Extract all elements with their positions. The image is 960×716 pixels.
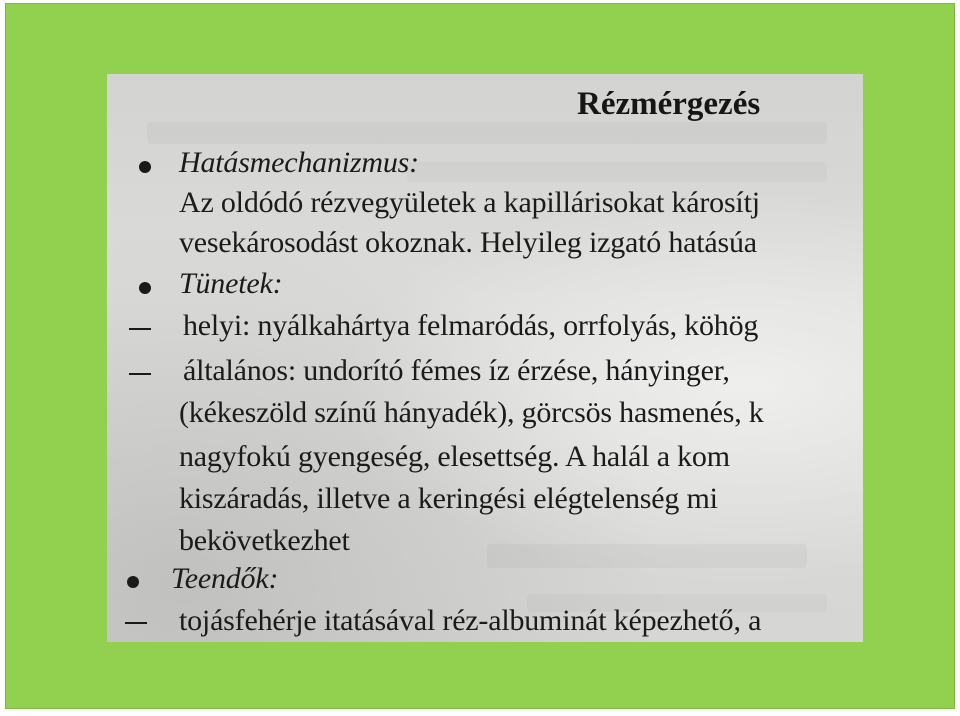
symptoms-general-line-1: általános: undorító fémes íz érzése, hányinger,	[183, 354, 730, 387]
bullet-icon	[139, 161, 151, 173]
actions-line-1: tojásfehérje itatásával réz-albuminát képezhető, a	[179, 604, 762, 637]
symptoms-general-line-4: kiszáradás, illetve a keringési elégtelenség mi	[179, 482, 718, 515]
mechanism-line-1: Az oldódó rézvegyületek a kapillárisokat károsítj	[179, 186, 760, 219]
symptoms-general-line-3: nagyfokú gyengeség, elesettség. A halál a kom	[179, 440, 730, 473]
section-heading-actions: Teendők:	[171, 562, 279, 595]
document-photo	[107, 74, 863, 642]
symptoms-general-line-5: bekövetkezhet	[179, 524, 350, 557]
bleed-through-line	[147, 122, 827, 144]
symptoms-general-line-2: (kékeszöld színű hányadék), görcsös hasmenés, k	[179, 396, 764, 429]
bleed-through-line	[487, 544, 807, 568]
bullet-icon	[139, 282, 151, 294]
dash-icon	[125, 622, 147, 624]
document-title: Rézmérgezés	[577, 86, 761, 122]
symptoms-local-line-1: helyi: nyálkahártya felmaródás, orrfolyás, köhög	[183, 309, 759, 342]
section-heading-symptoms: Tünetek:	[179, 267, 283, 300]
bullet-icon	[127, 576, 139, 588]
dash-icon	[129, 328, 151, 330]
bleed-through-line	[407, 162, 827, 182]
mechanism-line-2: vesekárosodást okoznak. Helyileg izgató hatásúa	[179, 226, 757, 259]
dash-icon	[129, 373, 151, 375]
section-heading-mechanism: Hatásmechanizmus:	[179, 146, 419, 179]
